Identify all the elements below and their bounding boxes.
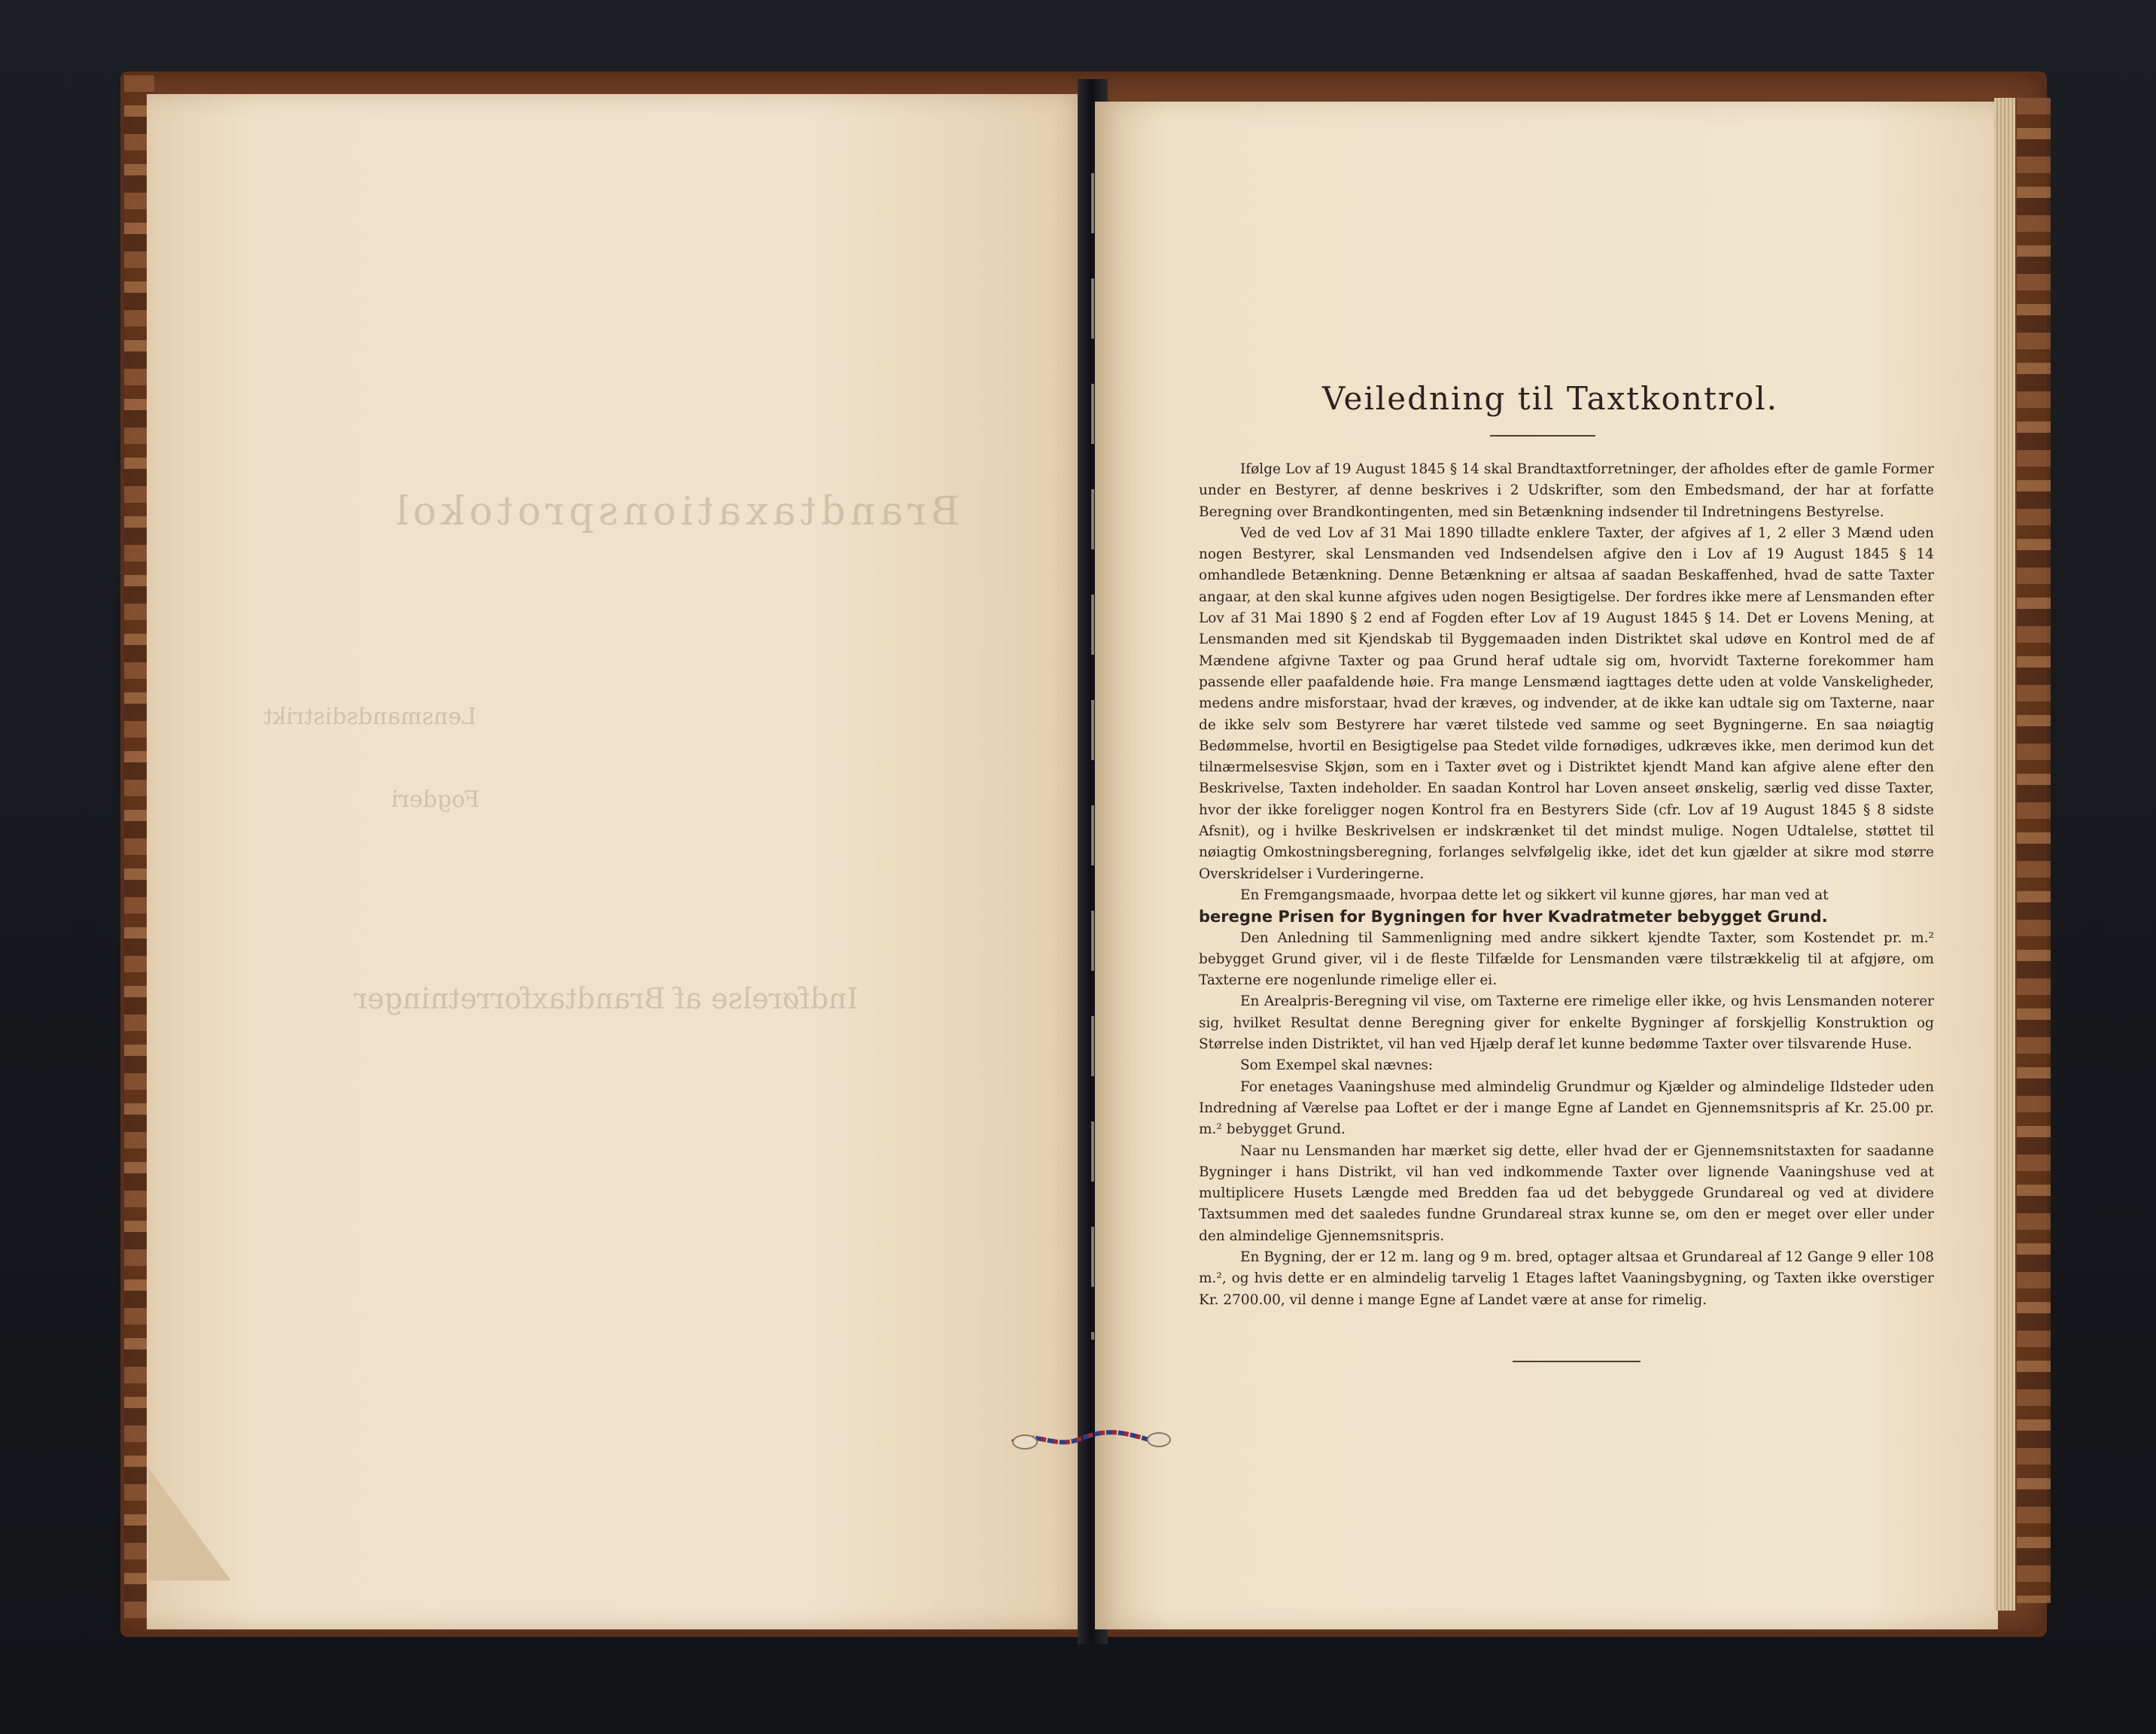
page-edges — [1994, 98, 2015, 1611]
left-page — [147, 94, 1087, 1629]
paragraph-4: Den Anledning til Sammenligning med andre sikkert kjendte Taxter, som Kostendet pr. m.² bebygget Grund giver, vil i de fleste Tilfælde for Lensmanden være tilstrækkelig til at afgjøre, om Taxterne ere nogenlunde rimelige eller ei. — [1199, 929, 1934, 989]
body-text — [1199, 459, 1934, 1311]
cover-marbled-edge-right — [2017, 98, 2051, 1603]
left-ghost-title: Brandtaxationsprotokol — [391, 489, 960, 534]
page-heading: Veiledning til Taxtkontrol. — [1322, 380, 1778, 417]
paragraph-9: En Bygning, der er 12 m. lang og 9 m. bred, optager altsaa et Grundareal af 12 Gange 9 eller 108 m.², og hvis dette er en almindelig tarvelig 1 Etages laftet Vaaningsbygning, og Taxten ikke overstiger Kr. 2700.00, vil denne i mange Egne af Landet være at anse for rimelig. — [1199, 1249, 1934, 1308]
left-ghost-line-1: Lensmandsdistrikt — [263, 704, 477, 730]
paragraph-8: Naar nu Lensmanden har mærket sig dette, eller hvad der er Gjennemsnitstaxten for saadanne Bygninger i hans Distrikt, vil han ved indkommende Taxter over lignende Vaaningshuse ved at multiplicere Husets Længde med Bredden faa ud det bebyggede Grundareal og ved at dividere Taxtsummen med det saaledes fundne Grundareal strax kunne se, om den er meget over eller under den almindelige Gjennemsnitspris. — [1199, 1142, 1934, 1244]
left-ghost-line-3: Indførelse af Brandtaxforretninger — [354, 982, 859, 1015]
heading-rule — [1490, 435, 1595, 437]
paragraph-2: Ved de ved Lov af 31 Mai 1890 tilladte enklere Taxter, der afgives af 1, 2 eller 3 Mænd uden nogen Bestyrer, skal Lensmanden ved Indsendelsen afgive den i Lov af 19 August 1845 § 14 omhandlede Betænkning. Denne Betænkning er altsaa af saadan Beskaffenhed, hvad de satte Taxter angaar, at den skal kunne afgives uden nogen Besigtigelse. Der fordres ikke mere af Lensmanden efter Lov af 31 Mai 1890 § 2 end af Fogden efter Lov af 19 August 1845 § 14. Det er Lovens Mening, at Lensmanden med sit Kjendskab til Byggemaaden inden Distriktet skal udøve en Kontrol med de af Mændene afgivne Taxter og paa Grund heraf udtale sig om, hvorvidt Taxterne forekommer ham passende eller paafaldende høie. Fra mange Lensmænd iagttages dette uden at volde Vanskeligheder, medens andre misforstaar, hvad der kræves, og indvender, at de ikke kan udtale sig om Taxterne, naar de ikke selv som Bestyrere har været tilstede ved samme og seet Bygningerne. En saa nøiagtig Bedømmelse, hvortil en Besigtigelse paa Stedet vilde fornødiges, udkræves ikke, men derimod kun det tilnærmelsesvise Skjøn, som en i Taxter øvet og i Distriktet kjendt Mand kan afgive alene efter den Beskrivelse, Taxten indeholder. En saadan Kontrol har Loven anseet ønskelig, særlig ved disse Taxter, hvor der ikke foreligger nogen Kontrol fra en Bestyrers Side (cfr. Lov af 19 August 1845 § 8 sidste Afsnit), og i hvilke Beskrivelsen er indskrænket til det mindst mulige. Nogen Udtalelse, støttet til nøiagtig Omkostningsberegning, forlanges selvfølgelig ikke, idet det kun gjælder at sikre mod større Overskridelser i Vurderingerne. — [1199, 525, 1934, 882]
paragraph-3: En Fremgangsmaade, hvorpaa dette let og sikkert vil kunne gjøres, har man ved at — [1240, 887, 1829, 903]
binding-thread — [1008, 1428, 1174, 1451]
bold-instruction: beregne Prisen for Bygningen for hver Kvadratmeter bebygget Grund. — [1199, 908, 1828, 926]
paragraph-7: For enetages Vaaningshuse med almindelig Grundmur og Kjælder og almindelige Ildsteder uden Indredning af Værelse paa Loftet er der i mange Egne af Landet en Gjennemsnitspris af Kr. 25.00 pr. m.² bebygget Grund. — [1199, 1078, 1934, 1138]
paragraph-6: Som Exempel skal nævnes: — [1240, 1057, 1434, 1074]
left-page-corner-fold — [148, 1468, 231, 1580]
binding-stitches — [1091, 173, 1094, 1340]
end-rule — [1513, 1361, 1641, 1362]
paragraph-1: Ifølge Lov af 19 August 1845 § 14 skal Brandtaxtforretninger, der afholdes efter de gamle Former under en Bestyrer, af denne beskrives i 2 Udskrifter, som den Embedsmand, der har at forfatte Beregning over Brandkontingenten, med sin Betænkning indsender til Indretningens Bestyrelse. — [1199, 461, 1934, 520]
left-ghost-line-2: Fogderi — [391, 786, 480, 813]
paragraph-5: En Arealpris-Beregning vil vise, om Taxterne ere rimelige eller ikke, og hvis Lensmanden noterer sig, hvilket Resultat denne Beregning giver for enkelte Bygninger af forskjellig Konstruktion og Størrelse inden Distriktet, vil han ved Hjælp deraf let kunne bedømme Taxter over tilsvarende Huse. — [1199, 993, 1934, 1053]
